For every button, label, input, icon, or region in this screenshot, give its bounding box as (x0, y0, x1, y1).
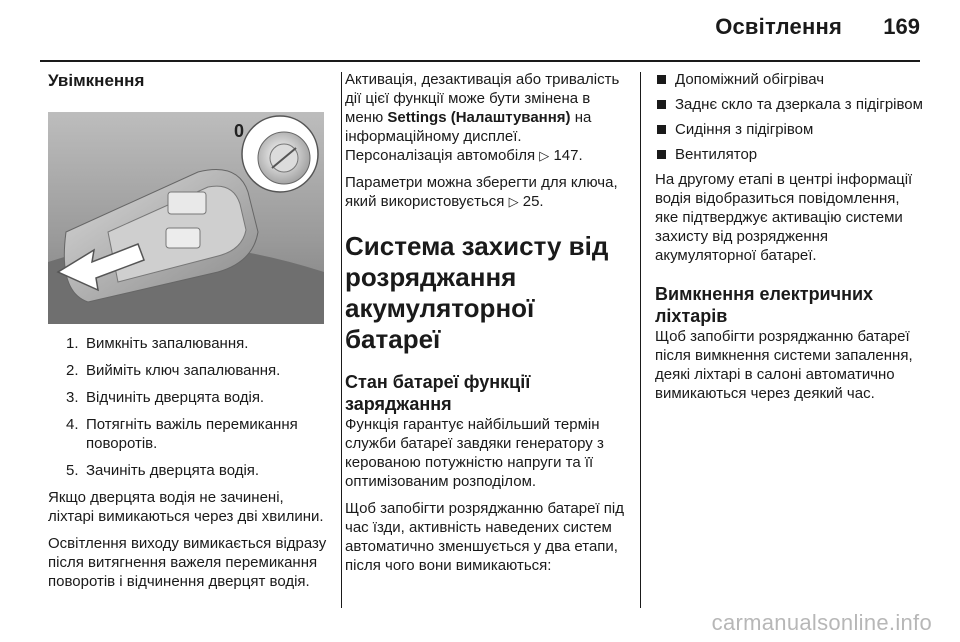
paragraph: Щоб запобігти розряджанню батареї під час їзди, активність наведених систем автоматично зменшується у два етапи, після чого вони вимикаються: (345, 500, 624, 574)
sub-heading: Вимкнення електричних ліхтарів (655, 284, 874, 326)
watermark: carmanualsonline.info (711, 610, 932, 635)
column-3 (655, 70, 925, 411)
paragraph: Якщо дверцята водія не зачинені, ліхтарі вимикаються через дві хвилини. (48, 489, 324, 525)
paragraph: Активація, дезактивація або тривалість дії цієї функції може бути змінена в меню Settings (Налаштування) на інформаційному дисплеї. Персоналізація автомобіля ▷ 147. (345, 71, 620, 164)
paragraph: Щоб запобігти розряджанню батареї після вимкнення системи запалення, деякі ліхтарі в салоні автоматично вимикаються через деякий час. (655, 328, 913, 402)
column-divider (640, 72, 641, 608)
page-number: 169 (883, 14, 920, 39)
column-1 (48, 70, 330, 599)
list-item: Заднє скло та дзеркала з підігрівом (655, 95, 925, 114)
section-heading: Увімкнення (48, 71, 145, 90)
paragraph: Функція гарантує найбільший термін служби батареї завдяки генератору з керованою потужністю напруги та її оптимізованим розподілом. (345, 416, 604, 490)
list-item: 3. Відчиніть дверцята водія. (66, 389, 265, 406)
paragraph: Параметри можна зберегти для ключа, який використовується ▷ 25. (345, 174, 618, 210)
lever-illustration (48, 112, 324, 324)
square-bullet-icon (657, 125, 666, 134)
sub-heading: Стан батареї функції заряджання (345, 372, 531, 414)
list-item: 1. Вимкніть запалювання. (66, 335, 249, 352)
figure-label-zero: 0 (234, 121, 245, 141)
column-2 (345, 70, 627, 583)
steps-list (48, 334, 330, 480)
square-bullet-icon (657, 150, 666, 159)
page-ref-arrow-icon: ▷ (539, 148, 550, 163)
column-divider (341, 72, 342, 608)
list-item: Вентилятор (655, 145, 925, 164)
page-title: Освітлення (715, 14, 842, 39)
paragraph: Освітлення виходу вимикається відразу після витягнення важеля перемикання поворотів і відчинення дверцят водія. (48, 535, 327, 590)
header-rule (40, 60, 920, 62)
page-ref-arrow-icon: ▷ (508, 194, 519, 209)
list-item: Допоміжний обігрівач (655, 70, 925, 89)
turn-signal-lever-image (48, 112, 324, 324)
paragraph: На другому етапі в центрі інформації водія відобразиться повідомлення, яке підтверджує активацію системи захисту від розрядження акумуляторної батареї. (655, 171, 913, 264)
square-bullet-icon (657, 75, 666, 84)
main-heading: Система захисту від розряджання акумуляторної батареї (345, 231, 609, 354)
list-item: 4. Потягніть важіль перемикання поворотів. (66, 416, 298, 452)
square-bullet-icon (657, 100, 666, 109)
list-item: Сидіння з підігрівом (655, 120, 925, 139)
list-item: 2. Вийміть ключ запалювання. (66, 362, 281, 379)
systems-list (655, 70, 925, 164)
list-item: 5. Зачиніть дверцята водія. (66, 462, 260, 479)
page-header (0, 0, 960, 60)
settings-menu-name: Settings (Налаштування) (387, 109, 571, 126)
